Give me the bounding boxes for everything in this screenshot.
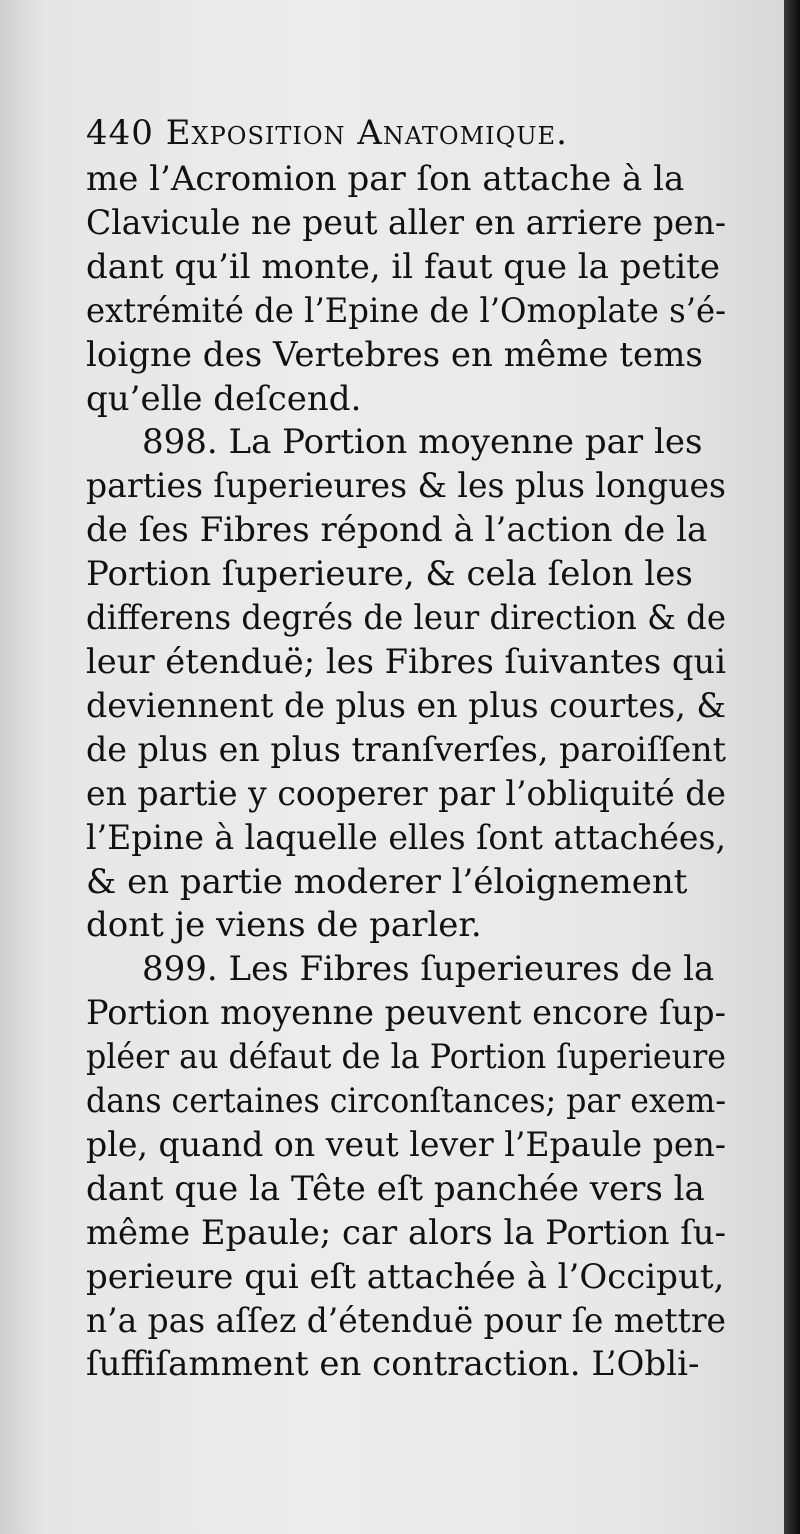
text-line: n’a pas aſſez d’étenduë pour ſe mettre (86, 1300, 726, 1341)
text-line: en partie y cooperer par l’obliquité de (86, 773, 726, 814)
text-line: me l’Acromion par ſon attache à la (86, 159, 685, 199)
text-line: qu’elle deſcend. (86, 378, 362, 419)
text-line: l’Epine à laquelle elles ſont attachées, (86, 817, 726, 858)
text-line: extrémité de l’Epine de l’Omoplate s’é- (86, 290, 726, 331)
text-line: ſuffiſamment en contraction. L’Obli- (86, 1344, 700, 1385)
text-line: dant qu’il monte, il faut que la petite (86, 246, 720, 287)
page-number: 440 (86, 113, 154, 153)
text-line: Portion ſuperieure, & cela ſelon les (86, 554, 693, 595)
text-line: leur étenduë; les Fibres ſuivantes qui (86, 641, 726, 682)
text-line: ple, quand on veut lever l’Epaule pen- (86, 1124, 726, 1165)
paragraph-start-899: 899. Les Fibres ſuperieures de la (142, 949, 715, 990)
text-line: parties ſuperieures & les plus longues (86, 466, 726, 507)
running-header (86, 108, 726, 158)
text-line: loigne des Vertebres en même tems (86, 334, 703, 375)
text-line: differens degrés de leur direction & de (86, 598, 726, 639)
paragraph-start-898: 898. La Portion moyenne par les (142, 422, 703, 463)
text-line: dant que la Tête eſt panchée vers la (86, 1168, 705, 1209)
text-block (86, 108, 726, 1387)
page-edge-shadow (784, 0, 800, 1534)
text-line: pléer au défaut de la Portion ſuperieure (86, 1037, 726, 1078)
text-line: dont je viens de parler. (86, 905, 482, 946)
text-line: de plus en plus tranſverſes, paroiſſent (86, 729, 726, 770)
text-line: deviennent de plus en plus courtes, & (86, 685, 726, 726)
text-line: perieure qui eſt attachée à l’Occiput, (86, 1256, 725, 1297)
text-line: dans certaines circonſtances; par exem- (86, 1081, 726, 1122)
text-line: même Epaule; car alors la Portion ſu- (86, 1212, 726, 1253)
text-line: & en partie moderer l’éloignement (86, 861, 688, 902)
text-line: Portion moyenne peuvent encore ſup- (86, 993, 726, 1034)
text-line: de ſes Fibres répond à l’action de la (86, 510, 708, 551)
text-line: Clavicule ne peut aller en arriere pen- (86, 202, 726, 243)
running-title: Exposition Anatomique. (165, 113, 568, 153)
